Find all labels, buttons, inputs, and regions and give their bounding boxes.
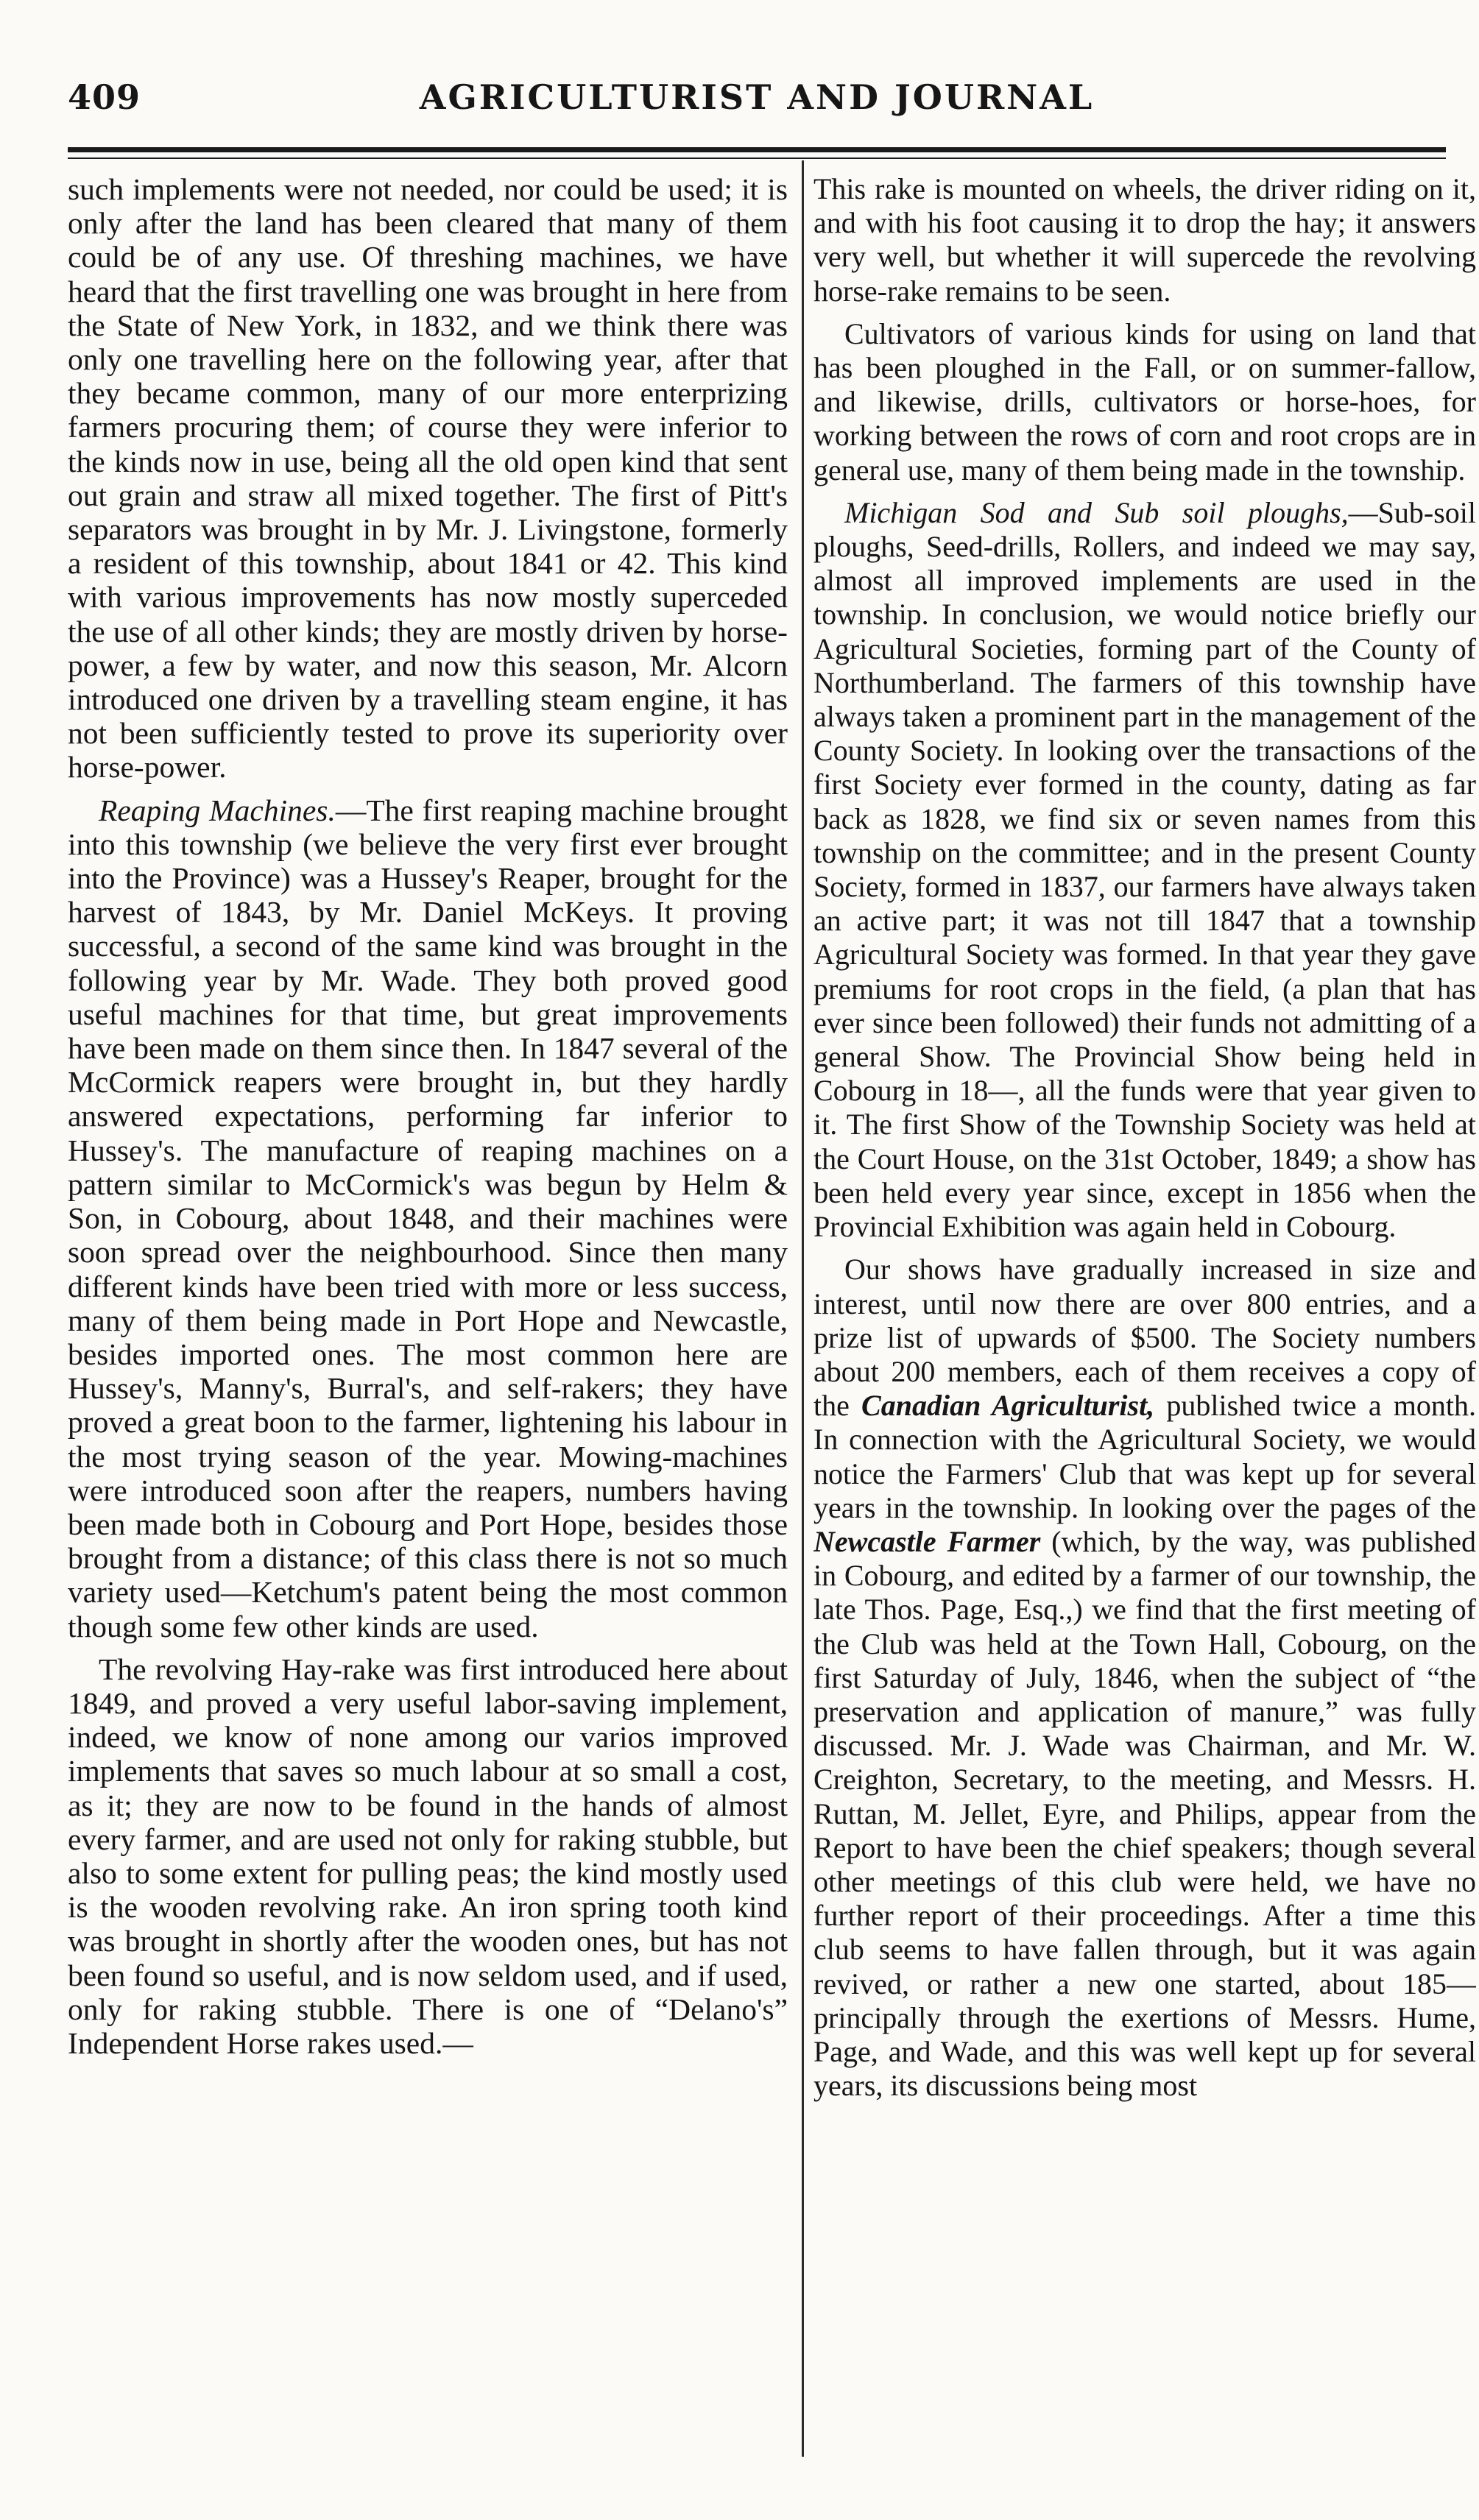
- publication-title: Canadian Agriculturist,: [861, 1389, 1155, 1423]
- paragraph-text: (which, by the way, was published in Cobourg, and edited by a farmer of our township, the late Thos. Page, Esq.,) we find that the first meeting of the Club was held at the Town Hall, Cobourg, on the first Saturday of July, 1846, when the subject of “the preservation and application of manure,” was fully discussed. Mr. J. Wade was Chairman, and Mr. W. Creighton, Secretary, to the meeting, and Messrs. H. Ruttan, M. Jellet, Eyre, and Philips, appear from the Report to have been the chief speakers; though several other meetings of this club were held, we have no further report of their proceedings. After a time this club seems to have fallen through, but it was again revived, or rather a new one started, about 185— principally through the exertions of Messrs. Hume, Page, and Wade, and this was well kept up for several years, its discussions being most: [813, 1524, 1476, 2103]
- paragraph: [68, 793, 788, 1643]
- right-column: [813, 172, 1476, 2468]
- paragraph: This rake is mounted on wheels, the driver riding on it, and with his foot causing it to drop the hay; it answers very well, but whether it will supercede the revolving horse-rake remains to be seen.: [813, 172, 1476, 308]
- paragraph-text: published twice a month. In connection with the Agricultural Society, we would notice the Farmers' Club that was kept up for several years in the township. In looking over the pages of the: [813, 1389, 1476, 1524]
- left-column: [68, 172, 788, 2468]
- paragraph: Cultivators of various kinds for using on land that has been ploughed in the Fall, or on summer-fallow, and likewise, drills, cultivators or horse-hoes, for working between the rows of corn and root crops are in general use, many of them being made in the township.: [813, 316, 1476, 486]
- publication-title: Newcastle Farmer: [813, 1524, 1041, 1558]
- section-title: Reaping Machines.: [99, 793, 336, 827]
- column-divider: [802, 160, 804, 2457]
- paragraph-text: —Sub-soil ploughs, Seed-drills, Rollers, and indeed we may say, almost all improved implements are used in the township. In conclusion, we would notice briefly our Agricultural Societies, forming part of the County of Northumberland. The farmers of this township have always taken a prominent part in the management of the County Society. In looking over the transactions of the first Society ever formed in the county, dating as far back as 1828, we find six or seven names from this township on the committee; and in the present County Society, formed in 1837, our farmers have always taken an active part; it was not till 1847 that a township Agricultural Society was formed. In that year they gave premiums for root crops in the field, (a plan that has ever since been followed) their funds not admitting of a general Show. The Provincial Show being held in Cobourg in 18—, all the funds were that year given to it. The first Show of the Township Society was held at the Court House, on the 31st October, 1849; a show has been held every year since, except in 1856 when the Provincial Exhibition was again held in Cobourg.: [813, 495, 1476, 1244]
- paragraph-text: Our shows have gradually increased in size and interest, until now there are over 800 entries, and a prize list of upwards of $500. The Society numbers about 200 members, each of them receives a copy of the: [813, 1253, 1476, 1423]
- running-title: AGRICULTURIST AND JOURNAL: [419, 77, 1095, 117]
- paragraph: [813, 1253, 1476, 2103]
- paragraph: such implements were not needed, nor could be used; it is only after the land has been cleared that many of them could be of any use. Of threshing machines, we have heard that the first travelling one was brought in here from the State of New York, in 1832, and we think there was only one travelling here on the following year, after that they became common, many of our more enterprizing farmers procuring them; of course they were inferior to the kinds now in use, being all the old open kind that sent out grain and straw all mixed together. The first of Pitt's separators was brought in by Mr. J. Livingstone, formerly a resident of this township, about 1841 or 42. This kind with various improvements has now mostly superceded the use of all other kinds; they are mostly driven by horse-power, a few by water, and now this season, Mr. Alcorn introduced one driven by a travelling steam engine, it has not been sufficiently tested to prove its superiority over horse-power.: [68, 172, 788, 785]
- header-rule-thick: [68, 147, 1446, 152]
- page-header: [68, 77, 1446, 144]
- page-number: 409: [68, 77, 141, 117]
- paragraph: [813, 496, 1476, 1244]
- section-title: Michigan Sod and Sub soil ploughs,: [844, 495, 1349, 529]
- paragraph-text: —The first reaping machine brought into this township (we believe the very first ever brought into the Province) was a Hussey's Reaper, brought for the harvest of 1843, by Mr. Daniel McKeys. It proving successful, a second of the same kind was brought in the following year by Mr. Wade. They both proved good useful machines for that time, but great improvements have been made on them since then. In 1847 several of the McCormick reapers were brought in, but they hardly answered expectations, performing far inferior to Hussey's. The manufacture of reaping machines on a pattern similar to McCormick's was begun by Helm & Son, in Cobourg, about 1848, and their machines were soon spread over the neighbourhood. Since then many different kinds have been tried with more or less success, many of them being made in Port Hope and Newcastle, besides imported ones. The most common here are Hussey's, Manny's, Burral's, and self-rakers; they have proved a great boon to the farmer, lightening his labour in the most trying season of the year. Mowing-machines were introduced soon after the reapers, numbers having been made both in Cobourg and Port Hope, besides those brought from a distance; of this class there is not so much variety used—Ketchum's patent being the most common though some few other kinds are used.: [68, 793, 788, 1643]
- paragraph: The revolving Hay-rake was first introduced here about 1849, and proved a very useful labor-saving implement, indeed, we know of none among our varios improved implements that saves so much labour at so small a cost, as it; they are now to be found in the hands of almost every farmer, and are used not only for raking stubble, but also to some extent for pulling peas; the kind mostly used is the wooden revolving rake. An iron spring tooth kind was brought in shortly after the wooden ones, but has not been found so useful, and is now seldom used, and if used, only for raking stubble. There is one of “Delano's” Independent Horse rakes used.—: [68, 1652, 788, 2060]
- header-rule-thin: [68, 158, 1446, 159]
